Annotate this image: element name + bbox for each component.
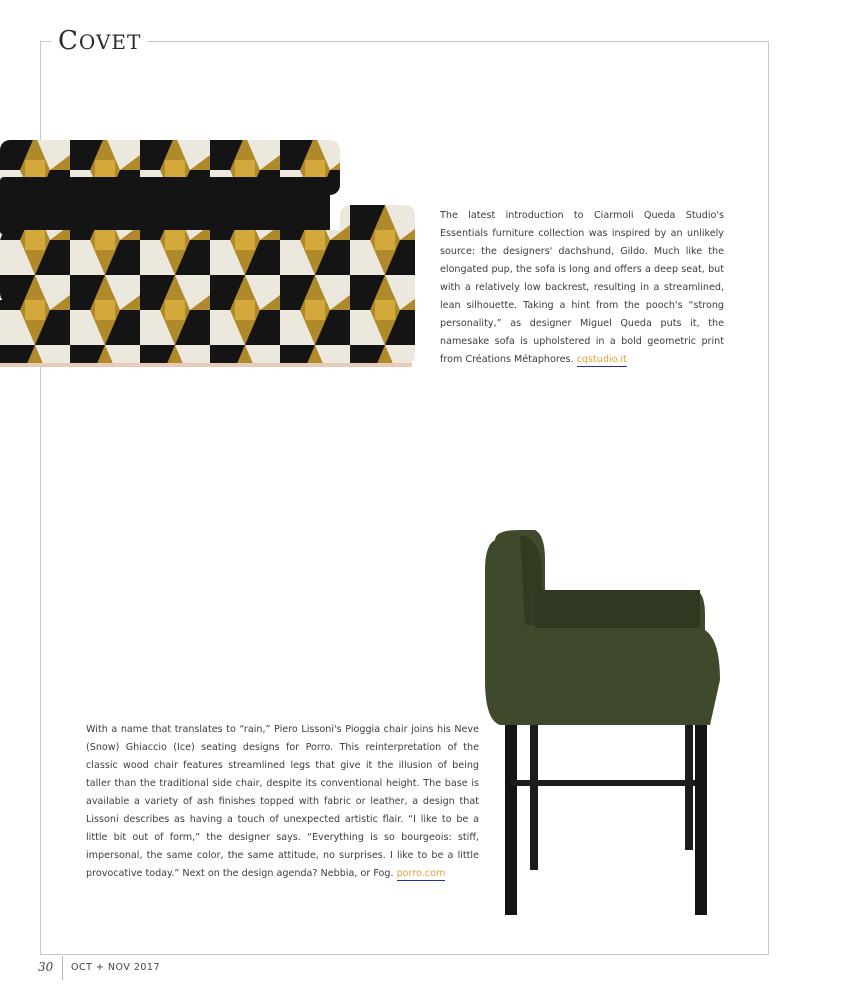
cqstudio-link[interactable]: cqstudio.it <box>576 354 627 365</box>
sofa-article-text: The latest introduction to Ciarmoli Queda Studio's Essentials furniture collection was inspired by an unlikely source: the designers' dachshund, Gildo. Much like the elongated pup, the sofa is long and offers a deep seat, but with a relatively low backrest, resulting in a streamlined, lean silhouette. Taking a hint from the pooch's “strong personality,” as designer Miguel Queda puts it, the namesake sofa is upholstered in a bold geometric print from Créations Métaphores. cqstudio.it <box>440 210 724 365</box>
chair-image <box>480 530 725 920</box>
footer-divider <box>62 956 63 980</box>
sofa-image <box>0 135 420 375</box>
page-number: 30 <box>38 960 54 974</box>
magazine-brand: COVET <box>52 26 147 57</box>
porro-link[interactable]: porro.com <box>396 868 446 879</box>
issue-date: OCT + NOV 2017 <box>71 962 161 973</box>
chair-article-text: With a name that translates to “rain,” Piero Lissoni's Pioggia chair joins his Neve (Snow) Ghiaccio (Ice) seating designs for Porro. This reinterpretation of the classic wood chair features streamlined legs that give it the illusion of being taller than the traditional side chair, despite its conventional height. The base is available a variety of ash finishes topped with fabric or leather, a design that Lissoni describes as having a touch of unexpected artistic flair. “I like to be a little bit out of form,” the designer says. “Everything is so bourgeois: stiff, impersonal, the same color, the same attitude, no surprises. I like to be a little provocative today.” Next on the design agenda? Nebbia, or Fog. porro.com <box>86 724 479 879</box>
